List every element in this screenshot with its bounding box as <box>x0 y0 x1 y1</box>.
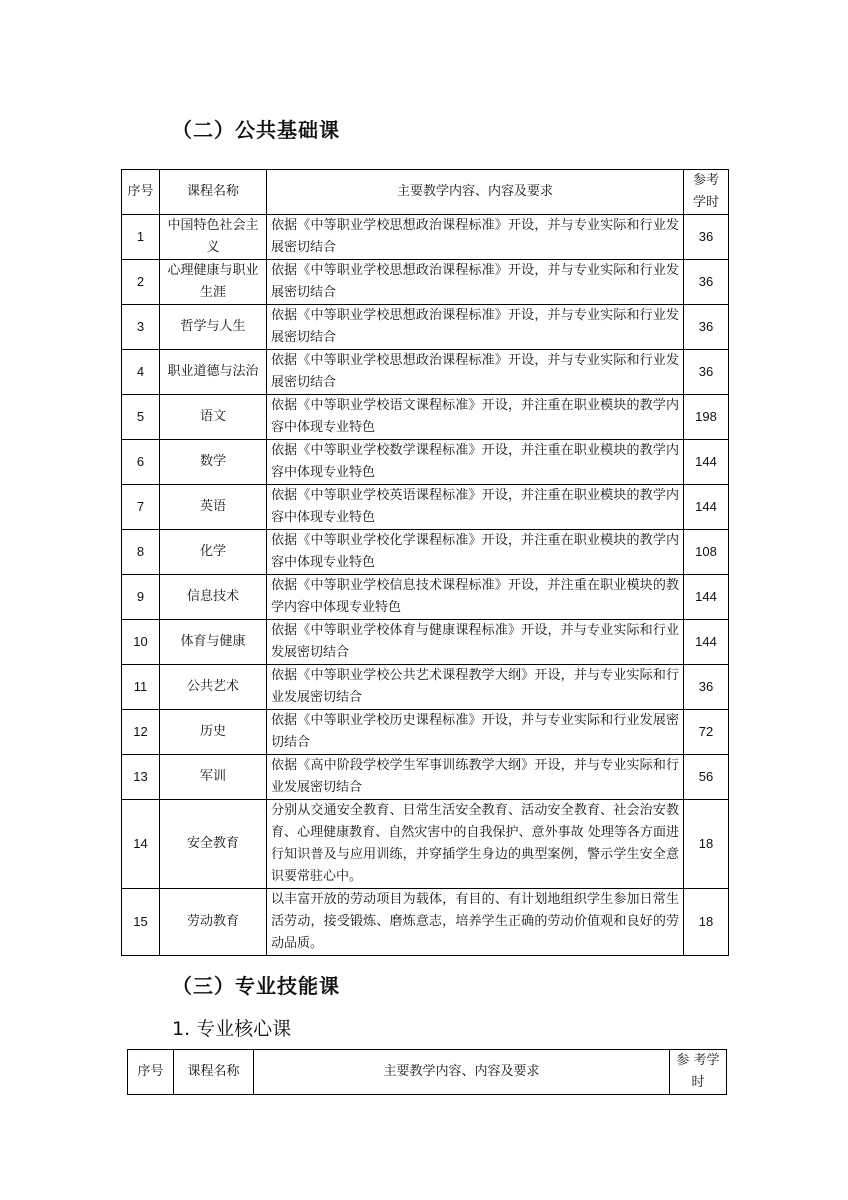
row-no: 8 <box>122 530 160 575</box>
row-hours: 36 <box>684 350 729 395</box>
row-name: 职业道德与法治 <box>160 350 267 395</box>
row-no: 7 <box>122 485 160 530</box>
row-name: 哲学与人生 <box>160 305 267 350</box>
row-hours: 144 <box>684 440 729 485</box>
header-hours: 参考学时 <box>684 170 729 215</box>
table-row <box>122 485 729 530</box>
table-row <box>122 350 729 395</box>
header-no: 序号 <box>122 170 160 215</box>
header-name: 课程名称 <box>174 1050 254 1095</box>
row-hours: 36 <box>684 665 729 710</box>
table-row <box>122 665 729 710</box>
row-name: 中国特色社会主义 <box>160 215 267 260</box>
row-hours: 18 <box>684 889 729 956</box>
table-row <box>122 215 729 260</box>
header-no: 序号 <box>128 1050 174 1095</box>
table-header-row <box>128 1050 727 1095</box>
row-no: 6 <box>122 440 160 485</box>
row-hours: 198 <box>684 395 729 440</box>
row-no: 12 <box>122 710 160 755</box>
row-hours: 56 <box>684 755 729 800</box>
table-row <box>122 530 729 575</box>
table-row <box>122 889 729 956</box>
row-no: 14 <box>122 800 160 889</box>
table-row <box>122 620 729 665</box>
header-content: 主要教学内容、内容及要求 <box>267 170 684 215</box>
row-content: 依据《中等职业学校化学课程标准》开设，并注重在职业模块的教学内容中体现专业特色 <box>267 530 684 575</box>
row-hours: 144 <box>684 575 729 620</box>
row-hours: 36 <box>684 215 729 260</box>
row-hours: 144 <box>684 620 729 665</box>
table-row <box>122 395 729 440</box>
row-no: 13 <box>122 755 160 800</box>
row-name: 军训 <box>160 755 267 800</box>
table-row <box>122 440 729 485</box>
row-no: 2 <box>122 260 160 305</box>
row-content: 依据《中等职业学校数学课程标准》开设，并注重在职业模块的教学内容中体现专业特色 <box>267 440 684 485</box>
row-content: 依据《中等职业学校思想政治课程标准》开设，并与专业实际和行业发展密切结合 <box>267 260 684 305</box>
row-hours: 36 <box>684 260 729 305</box>
row-no: 10 <box>122 620 160 665</box>
row-name: 安全教育 <box>160 800 267 889</box>
table-row <box>122 305 729 350</box>
row-name: 劳动教育 <box>160 889 267 956</box>
row-no: 3 <box>122 305 160 350</box>
row-content: 依据《中等职业学校信息技术课程标准》开设，并注重在职业模块的教学内容中体现专业特色 <box>267 575 684 620</box>
header-content: 主要教学内容、内容及要求 <box>254 1050 670 1095</box>
section-title-professional-skills: （三）专业技能课 <box>172 974 340 998</box>
row-name: 心理健康与职业生涯 <box>160 260 267 305</box>
header-hours: 参 考学时 <box>670 1050 727 1095</box>
row-content: 依据《中等职业学校历史课程标准》开设，并与专业实际和行业发展密切结合 <box>267 710 684 755</box>
row-name: 公共艺术 <box>160 665 267 710</box>
row-no: 1 <box>122 215 160 260</box>
row-no: 9 <box>122 575 160 620</box>
table-row <box>122 755 729 800</box>
table-row <box>122 575 729 620</box>
header-name: 课程名称 <box>160 170 267 215</box>
row-name: 英语 <box>160 485 267 530</box>
row-content: 依据《中等职业学校体育与健康课程标准》开设，并与专业实际和行业发展密切结合 <box>267 620 684 665</box>
table-row <box>122 710 729 755</box>
row-content: 依据《中等职业学校英语课程标准》开设，并注重在职业模块的教学内容中体现专业特色 <box>267 485 684 530</box>
row-no: 15 <box>122 889 160 956</box>
row-hours: 108 <box>684 530 729 575</box>
row-content: 依据《中等职业学校思想政治课程标准》开设，并与专业实际和行业发展密切结合 <box>267 350 684 395</box>
row-content: 依据《中等职业学校公共艺术课程教学大纲》开设，并与专业实际和行业发展密切结合 <box>267 665 684 710</box>
row-content: 以丰富开放的劳动项目为载体，有目的、有计划地组织学生参加日常生活劳动，接受锻炼、磨炼意志，培养学生正确的劳动价值观和良好的劳动品质。 <box>267 889 684 956</box>
row-hours: 18 <box>684 800 729 889</box>
table-row <box>122 260 729 305</box>
row-no: 5 <box>122 395 160 440</box>
table-row <box>122 800 729 889</box>
table-header-row <box>122 170 729 215</box>
row-content: 依据《中等职业学校语文课程标准》开设，并注重在职业模块的教学内容中体现专业特色 <box>267 395 684 440</box>
row-name: 体育与健康 <box>160 620 267 665</box>
public-courses-table <box>121 169 729 956</box>
core-courses-table <box>127 1049 727 1095</box>
row-no: 4 <box>122 350 160 395</box>
row-name: 信息技术 <box>160 575 267 620</box>
row-hours: 36 <box>684 305 729 350</box>
row-content: 依据《中等职业学校思想政治课程标准》开设，并与专业实际和行业发展密切结合 <box>267 305 684 350</box>
section-title-public-courses: （二）公共基础课 <box>172 118 340 142</box>
subsection-title-core-courses: 1. 专业核心课 <box>172 1018 292 1040</box>
row-hours: 144 <box>684 485 729 530</box>
row-no: 11 <box>122 665 160 710</box>
row-content: 分别从交通安全教育、日常生活安全教育、活动安全教育、社会治安教育、心理健康教育、自然灾害中的自我保护、意外事故 处理等各方面进行知识普及与应用训练，并穿插学生身边的典型案例，警示学生安全意识要常驻心中。 <box>267 800 684 889</box>
row-name: 数学 <box>160 440 267 485</box>
row-content: 依据《高中阶段学校学生军事训练教学大纲》开设，并与专业实际和行业发展密切结合 <box>267 755 684 800</box>
row-content: 依据《中等职业学校思想政治课程标准》开设，并与专业实际和行业发展密切结合 <box>267 215 684 260</box>
row-name: 化学 <box>160 530 267 575</box>
row-name: 历史 <box>160 710 267 755</box>
row-hours: 72 <box>684 710 729 755</box>
row-name: 语文 <box>160 395 267 440</box>
